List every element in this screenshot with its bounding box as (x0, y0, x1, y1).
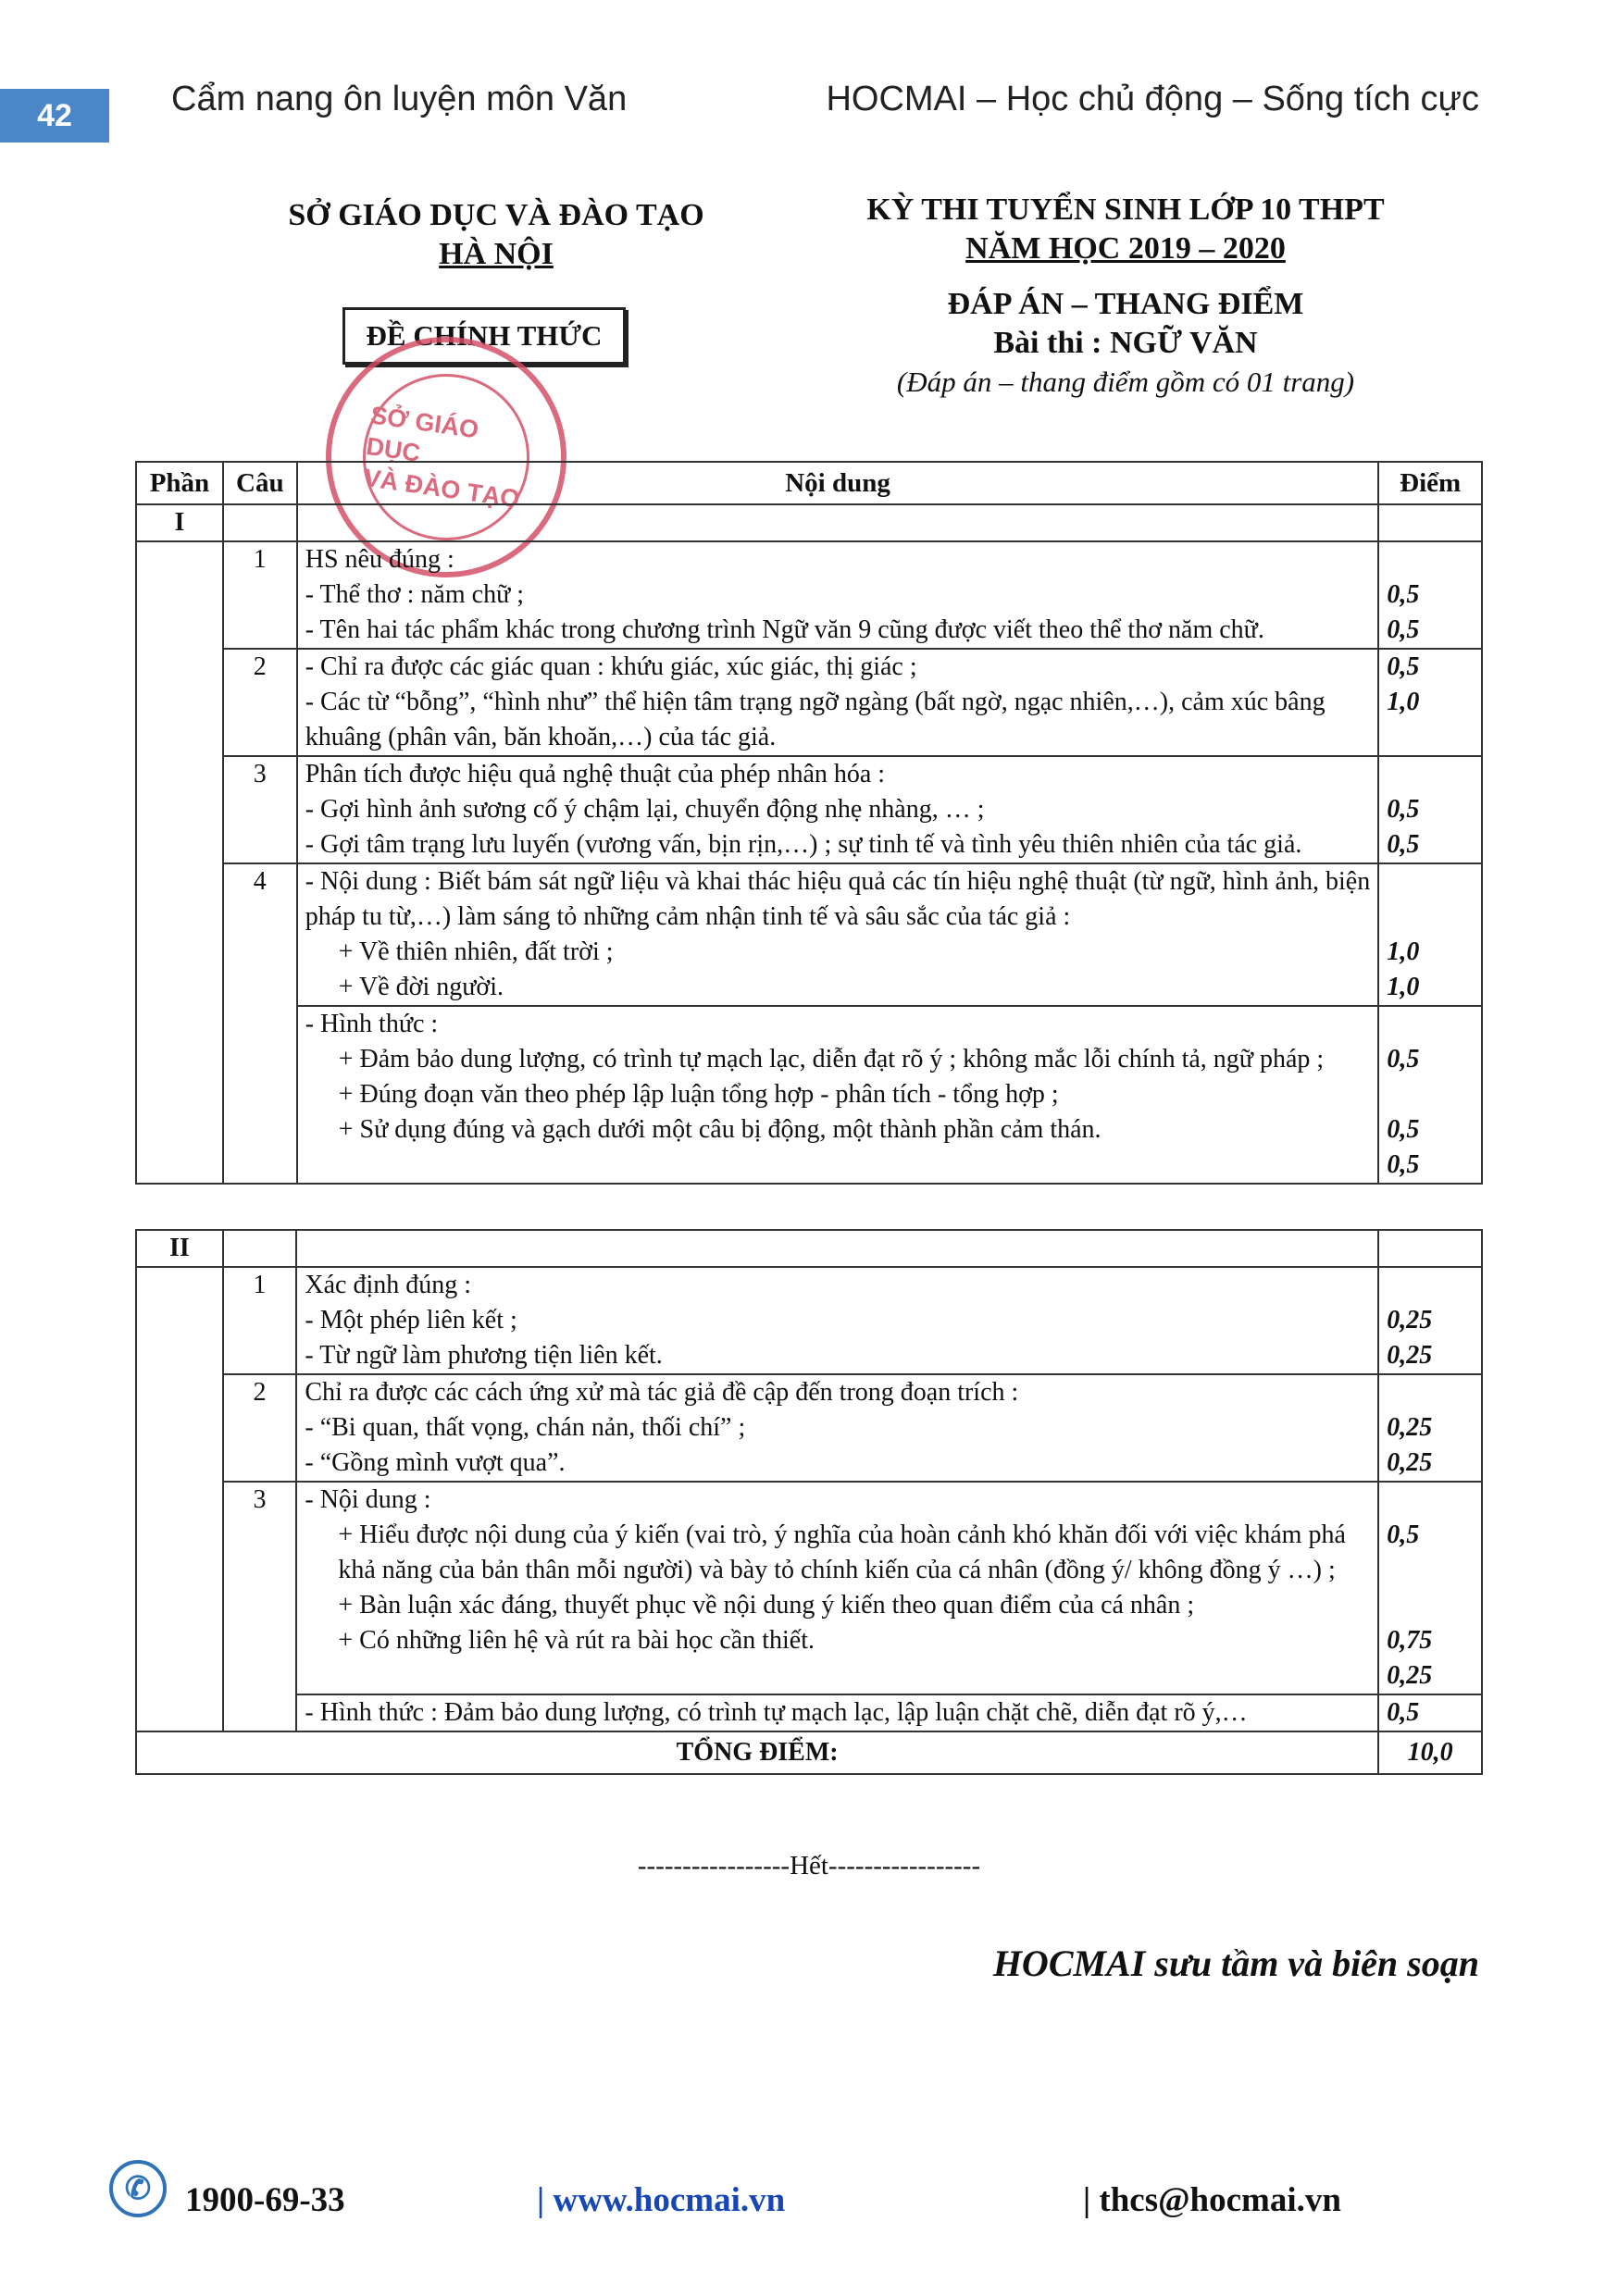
answer-content (297, 541, 1379, 649)
exam-line-1: KỲ THI TUYỂN SINH LỚP 10 THPT (866, 192, 1385, 227)
content-line: Chỉ ra được các cách ứng xử mà tác giả đề cập đến trong đoạn trích : (305, 1378, 1019, 1407)
content-line: - Một phép liên kết ; (305, 1306, 517, 1334)
table-row (136, 1006, 1482, 1184)
point-value: 1,0 (1387, 688, 1420, 716)
end-mark: -----------------Hết----------------- (637, 1851, 981, 1880)
part-2-label: II (136, 1230, 223, 1267)
points (1378, 1006, 1482, 1184)
content-line: Phân tích được hiệu quả nghệ thuật của phép nhân hóa : (305, 760, 886, 788)
header-points: Điểm (1378, 462, 1482, 504)
question-number: 4 (223, 863, 297, 1184)
footer-website[interactable] (537, 2180, 785, 2220)
part-2-span (136, 1267, 223, 1731)
phone-icon: ✆ (109, 2160, 167, 2217)
exam-line-2: NĂM HỌC 2019 – 2020 (965, 231, 1286, 266)
official-exam-label: ĐỀ CHÍNH THỨC (342, 307, 626, 365)
empty-cell (297, 504, 1379, 541)
content-line: + Đúng đoạn văn theo phép lập luận tổng hợp - phân tích - tổng hợp ; (338, 1080, 1059, 1109)
table-row (136, 1694, 1482, 1731)
content-line: + Về đời người. (338, 973, 504, 1001)
page-count-note: (Đáp án – thang điểm gồm có 01 trang) (896, 366, 1355, 398)
content-line: HS nêu đúng : (305, 545, 454, 574)
points (1378, 1482, 1482, 1694)
table-row (136, 649, 1482, 756)
table-row (136, 863, 1482, 1006)
point-value: 0,5 (1387, 1045, 1420, 1074)
content-line: - Từ ngữ làm phương tiện liên kết. (305, 1341, 663, 1370)
answer-content (296, 1482, 1378, 1694)
question-number: 1 (223, 1267, 297, 1374)
question-number: 3 (223, 1482, 297, 1731)
point-value: 0,25 (1387, 1341, 1433, 1370)
content-line: Xác định đúng : (305, 1271, 472, 1299)
table-header-row (136, 462, 1482, 504)
table-row (136, 1482, 1482, 1694)
content-line: - Nội dung : Biết bám sát ngữ liệu và khai thác hiệu quả các tín hiệu nghệ thuật (từ ngữ, hình ảnh, biện pháp tu từ,…) làm sáng tỏ những cảm nhận tinh tế và sâu sắc của tác giả : (305, 867, 1371, 931)
empty-cell (223, 504, 297, 541)
point-value: 0,5 (1387, 580, 1420, 609)
content-line: - Chỉ ra được các giác quan : khứu giác, xúc giác, thị giác ; (305, 652, 917, 681)
point-value: 0,25 (1387, 1661, 1433, 1690)
content-line: + Đảm bảo dung lượng, có trình tự mạch lạc, diễn đạt rõ ý ; không mắc lỗi chính tả, ngữ pháp ; (338, 1045, 1325, 1074)
points (1378, 756, 1482, 863)
empty-cell (223, 1230, 297, 1267)
header-right-title: HOCMAI – Học chủ động – Sống tích cực (826, 80, 1479, 118)
compiler-credit: HOCMAI sưu tầm và biên soạn (992, 1942, 1479, 1984)
empty-cell (1378, 1230, 1482, 1267)
content-line: - Tên hai tác phẩm khác trong chương trình Ngữ văn 9 cũng được viết theo thể thơ năm chữ. (305, 615, 1264, 644)
point-value: 0,5 (1387, 1698, 1420, 1727)
grading-table (135, 461, 1483, 1185)
empty-cell (1378, 504, 1482, 541)
stamp-text-1: SỞ GIÁO DỤC (364, 401, 481, 467)
table-row (136, 1374, 1482, 1482)
question-number: 2 (223, 649, 297, 756)
question-number: 3 (223, 756, 297, 863)
footer-email[interactable]: | thcs@hocmai.vn (1083, 2181, 1341, 2219)
header-part: Phần (136, 462, 223, 504)
page-number: 42 (0, 89, 109, 143)
org-line-1: SỞ GIÁO DỤC VÀ ĐÀO TẠO (288, 198, 704, 232)
point-value: 0,5 (1387, 1115, 1420, 1144)
content-line: - Gợi hình ảnh sương cố ý chậm lại, chuyển động nhẹ nhàng, … ; (305, 795, 985, 824)
point-value: 0,5 (1387, 1150, 1420, 1179)
website-link[interactable]: | www.hocmai.vn (537, 2181, 786, 2219)
point-value: 1,0 (1387, 973, 1420, 1001)
exam-heading (829, 191, 1422, 402)
point-value: 0,25 (1387, 1413, 1433, 1442)
content-line: + Sử dụng đúng và gạch dưới một câu bị động, một thành phần cảm thán. (338, 1115, 1101, 1144)
answer-content (297, 649, 1379, 756)
issuing-organization (274, 196, 718, 274)
answer-title: ĐÁP ÁN – THANG ĐIỂM (947, 287, 1304, 321)
total-points: 10,0 (1378, 1731, 1482, 1774)
header-question: Câu (223, 462, 297, 504)
content-line: - Hình thức : (305, 1010, 439, 1038)
point-value: 1,0 (1387, 937, 1420, 966)
question-number: 2 (223, 1374, 297, 1482)
answer-content (296, 1267, 1378, 1374)
part-1-span (136, 541, 223, 1184)
points (1378, 863, 1482, 1006)
total-label: TỔNG ĐIỂM: (136, 1731, 1378, 1774)
stamp-text-2: VÀ ĐÀO TẠO (362, 464, 522, 514)
subject: Bài thi : NGỮ VĂN (993, 326, 1258, 360)
content-line: - Hình thức : Đảm bảo dung lượng, có trình tự mạch lạc, lập luận chặt chẽ, diễn đạt rõ ý,… (305, 1698, 1248, 1727)
content-line: + Về thiên nhiên, đất trời ; (338, 937, 614, 966)
table-row (136, 541, 1482, 649)
part-1-label: I (136, 504, 223, 541)
part-2-row (136, 1230, 1482, 1267)
content-line: - Nội dung : (305, 1485, 431, 1514)
content-line: - “Gồng mình vượt qua”. (305, 1448, 566, 1477)
answer-content (296, 1694, 1378, 1731)
point-value: 0,5 (1387, 615, 1420, 644)
point-value: 0,75 (1387, 1626, 1433, 1655)
content-line: + Bàn luận xác đáng, thuyết phục về nội dung ý kiến theo quan điểm của cá nhân ; (338, 1591, 1195, 1620)
table-row (136, 756, 1482, 863)
grading-table-part-2 (135, 1229, 1483, 1775)
header-left-title: Cẩm nang ôn luyện môn Văn (171, 80, 628, 118)
point-value: 0,5 (1387, 830, 1420, 859)
points (1378, 1694, 1482, 1731)
org-line-2: HÀ NỘI (439, 237, 554, 271)
points (1378, 541, 1482, 649)
content-line: - Các từ “bỗng”, “hình như” thể hiện tâm trạng ngỡ ngàng (bất ngờ, ngạc nhiên,…), cảm xúc bâng khuâng (phân vân, băn khoăn,…) của tác giả. (305, 688, 1326, 751)
header-content: Nội dung (297, 462, 1379, 504)
point-value: 0,25 (1387, 1448, 1433, 1477)
point-value: 0,25 (1387, 1306, 1433, 1334)
points (1378, 1267, 1482, 1374)
points (1378, 1374, 1482, 1482)
table-row (136, 1267, 1482, 1374)
total-row (136, 1731, 1482, 1774)
point-value: 0,5 (1387, 652, 1420, 681)
scanned-answer-key (135, 185, 1487, 1814)
content-line: - Thể thơ : năm chữ ; (305, 580, 525, 609)
answer-content (296, 1374, 1378, 1482)
question-number: 1 (223, 541, 297, 649)
part-1-row (136, 504, 1482, 541)
answer-content (297, 756, 1379, 863)
content-line: - Gợi tâm trạng lưu luyến (vương vấn, bịn rịn,…) ; sự tinh tế và tình yêu thiên nhiên của tác giả. (305, 830, 1302, 859)
content-line: + Có những liên hệ và rút ra bài học cần thiết. (338, 1626, 815, 1655)
point-value: 0,5 (1387, 1520, 1420, 1549)
answer-content (297, 1006, 1379, 1184)
content-line: - “Bi quan, thất vọng, chán nản, thối chí” ; (305, 1413, 746, 1442)
footer (0, 2172, 1618, 2245)
points (1378, 649, 1482, 756)
point-value: 0,5 (1387, 795, 1420, 824)
answer-content (297, 863, 1379, 1006)
content-line: + Hiểu được nội dung của ý kiến (vai trò, ý nghĩa của hoàn cảnh khó khăn đối với việc khám phá khả năng của bản thân mỗi người) và bày tỏ chính kiến của cá nhân (đồng ý/ không đồng ý …) ; (338, 1520, 1346, 1584)
empty-cell (296, 1230, 1378, 1267)
footer-phone[interactable]: 1900-69-33 (185, 2181, 345, 2219)
